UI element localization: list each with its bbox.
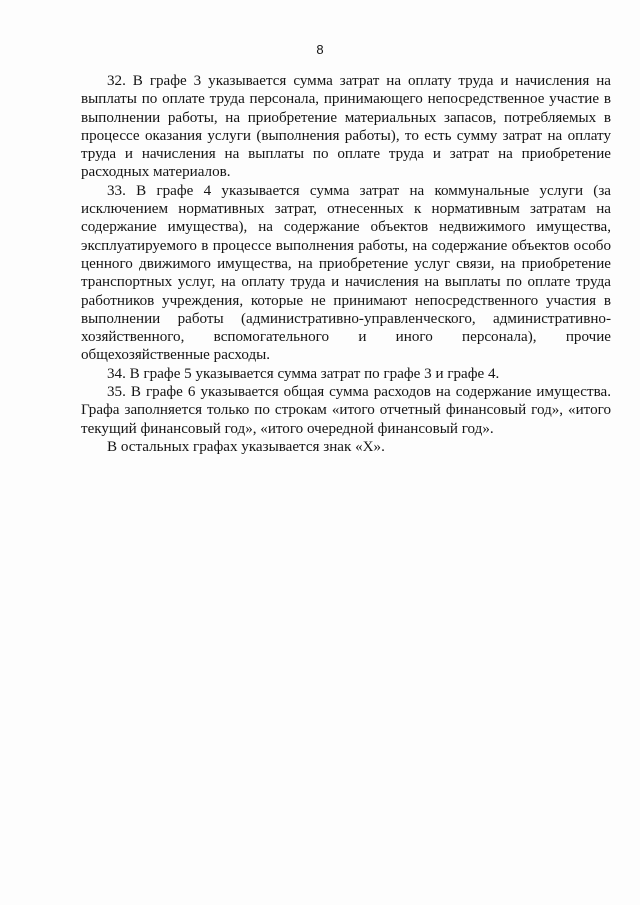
text-line: 35. В графе 6 указывается общая сумма расходов на содержание имущества. — [107, 384, 611, 401]
text-line: В остальных графах указывается знак «Х». — [107, 438, 385, 455]
text-line: труда и начисления на выплаты по оплате труда и затрат на приобретение — [81, 146, 611, 163]
paragraph-other-columns — [81, 438, 611, 456]
paragraph-32 — [81, 72, 611, 182]
text-line: 34. В графе 5 указывается сумма затрат по графе 3 и графе 4. — [107, 365, 500, 382]
text-line: Графа заполняется только по строкам «итого отчетный финансовый год», «итого — [81, 402, 611, 419]
text-line: процессе оказания услуги (выполнения работы), то есть сумму затрат на оплату — [81, 127, 611, 144]
text-line: исключением нормативных затрат, отнесенных к нормативным затратам на — [81, 201, 611, 218]
text-line: 32. В графе 3 указывается сумма затрат на оплату труда и начисления на — [107, 73, 611, 89]
text-line: выплаты по оплате труда персонала, принимающего непосредственное участие в — [81, 91, 611, 108]
text-line: работников учреждения, которые не принимают непосредственного участия в — [81, 292, 611, 309]
text-line: эксплуатируемого в процессе выполнения работы, на содержание объектов особо — [81, 237, 611, 254]
text-line: содержание имущества), на содержание объектов недвижимого имущества, — [81, 219, 611, 236]
page-number: 8 — [316, 42, 324, 57]
paragraph-34 — [81, 365, 611, 383]
text-line: текущий финансовый год», «итого очередной финансовый год». — [81, 420, 494, 437]
text-line: ценного движимого имущества, на приобретение услуг связи, на приобретение — [81, 255, 611, 272]
document-body — [81, 72, 611, 456]
text-line: расходных материалов. — [81, 164, 231, 181]
text-line: хозяйственного, вспомогательного и иного персонала), прочие — [81, 329, 611, 346]
text-line: выполнении работы (административно-управленческого, административно- — [81, 310, 611, 327]
paragraph-33 — [81, 182, 611, 365]
text-line: транспортных услуг, на оплату труда и начисления на выплаты по оплате труда — [81, 274, 611, 291]
text-line: выполнении работы, на приобретение материальных запасов, потребляемых в — [81, 109, 611, 126]
text-line: 33. В графе 4 указывается сумма затрат на коммунальные услуги (за — [107, 182, 611, 199]
text-line: общехозяйственные расходы. — [81, 347, 271, 364]
paragraph-35 — [81, 383, 611, 438]
